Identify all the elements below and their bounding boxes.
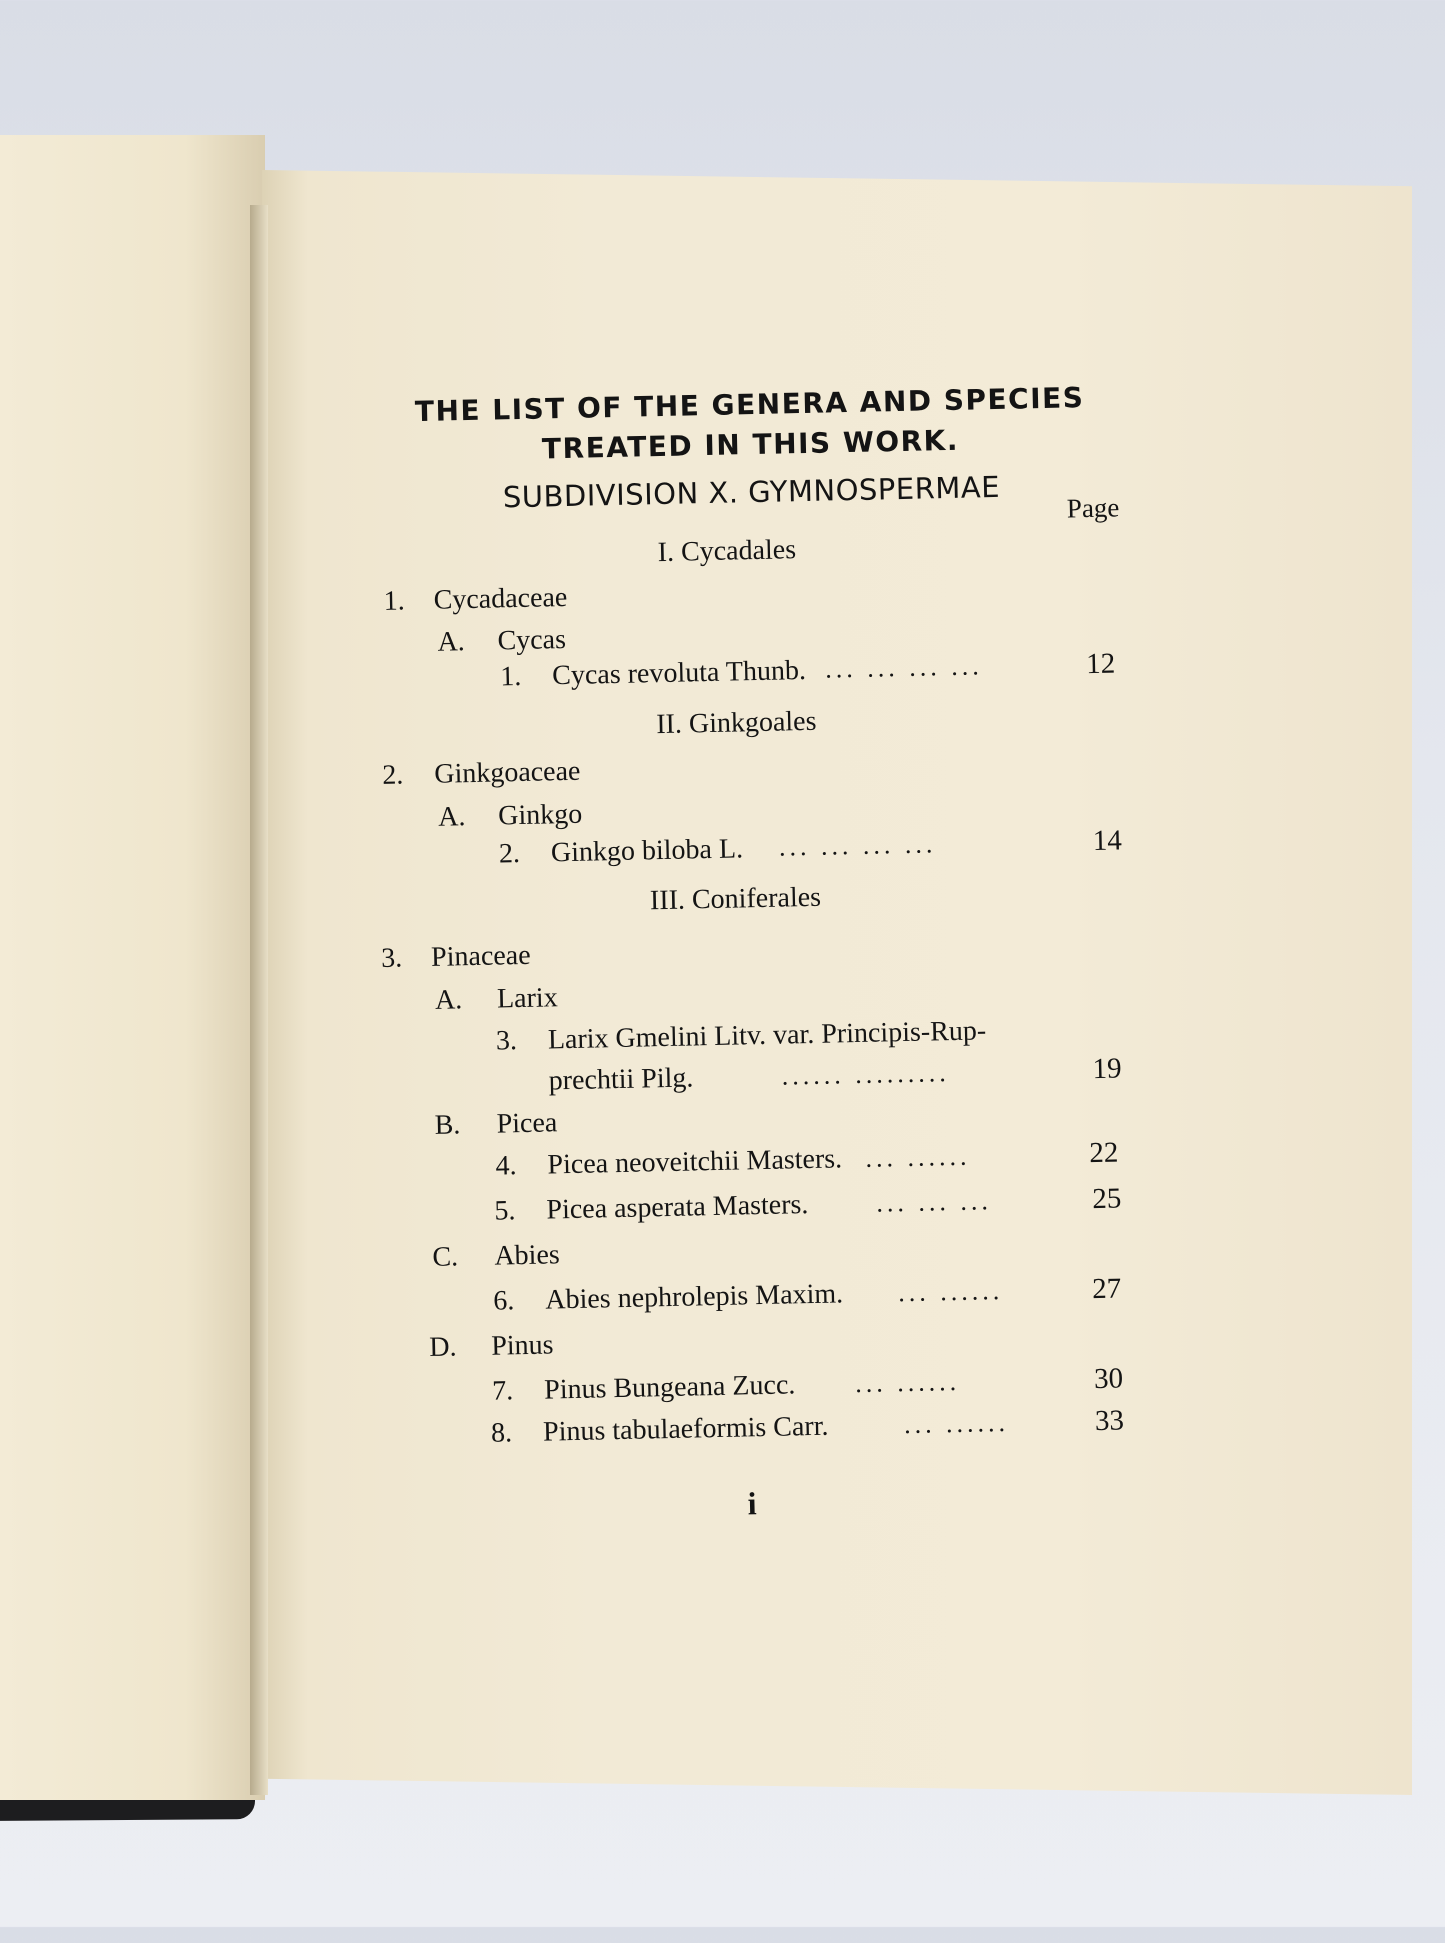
order-heading: II. Ginkgoales (655, 705, 817, 741)
species-name: Picea asperata Masters. (546, 1189, 809, 1226)
page-number: 22 (1089, 1136, 1119, 1170)
genus-name: Pinus (490, 1329, 554, 1362)
species-number: 2. (498, 838, 521, 870)
species-name: Picea neoveitchii Masters. (547, 1143, 843, 1181)
leader-dots: ... ...... (897, 1275, 1004, 1308)
page-column-header: Page (1066, 492, 1120, 524)
genus-name: Abies (494, 1239, 561, 1272)
genus-entry (438, 799, 583, 834)
family-name: Ginkgoaceae (433, 755, 581, 790)
genus-entry (434, 1107, 557, 1142)
title-line-2: TREATED IN THIS WORK. (541, 423, 960, 466)
species-number: 4. (495, 1150, 517, 1182)
page-number: 19 (1092, 1052, 1122, 1086)
species-entry (499, 833, 744, 870)
genus-name: Picea (496, 1107, 558, 1140)
leader-dots: ... ... ... (876, 1186, 993, 1218)
genus-entry (429, 1329, 554, 1364)
leader-dots: ... ... ... ... (778, 829, 937, 862)
species-name-continued: prechtii Pilg. (548, 1062, 694, 1097)
family-name: Cycadaceae (433, 581, 568, 616)
species-number: 6. (493, 1285, 515, 1317)
species-name: Pinus tabulaeformis Carr. (542, 1410, 829, 1448)
species-entry (500, 655, 806, 693)
folio-number: i (747, 1485, 757, 1522)
title-line-1: THE LIST OF THE GENERA AND SPECIES (414, 381, 1085, 429)
genus-entry (435, 982, 558, 1017)
genus-letter: B. (434, 1109, 461, 1141)
subdivision-heading: SUBDIVISION X. GYMNOSPERMAE (502, 469, 1001, 515)
family-number: 3. (380, 942, 403, 974)
page-number: 25 (1092, 1182, 1122, 1216)
family-entry (381, 940, 531, 975)
species-entry (496, 1015, 987, 1057)
species-number: 7. (491, 1375, 514, 1407)
genus-letter: D. (428, 1331, 457, 1364)
species-name: Cycas revoluta Thunb. (551, 654, 807, 692)
species-entry (495, 1143, 842, 1182)
order-heading: I. Cycadales (657, 534, 797, 569)
leader-dots: ... ... ... ... (824, 651, 983, 684)
species-name: Pinus Bungeana Zucc. (543, 1369, 796, 1406)
family-entry (382, 756, 581, 792)
leader-dots: ... ...... (865, 1141, 971, 1173)
family-number: 2. (381, 759, 404, 791)
species-number: 3. (495, 1025, 518, 1057)
genus-letter: C. (432, 1241, 459, 1273)
species-number: 1. (499, 660, 522, 693)
genus-letter: A. (437, 801, 466, 833)
page-number: 33 (1094, 1404, 1125, 1438)
species-name: Abies nephrolepis Maxim. (545, 1278, 844, 1316)
species-entry (491, 1411, 829, 1450)
genus-letter: A. (437, 626, 466, 658)
species-entry (492, 1369, 796, 1407)
genus-letter: A. (434, 984, 463, 1016)
order-heading: III. Coniferales (649, 881, 822, 917)
species-number: 8. (490, 1417, 513, 1449)
leader-dots: ... ...... (854, 1366, 961, 1399)
genus-name: Ginkgo (497, 798, 583, 832)
page-number: 12 (1085, 647, 1116, 681)
species-entry (493, 1278, 843, 1317)
leader-dots: ... ...... (903, 1407, 1010, 1440)
page-number: 30 (1093, 1362, 1124, 1396)
page-number: 27 (1091, 1272, 1122, 1306)
page-number: 14 (1092, 824, 1123, 858)
species-number: 5. (494, 1195, 516, 1227)
species-name: Larix Gmelini Litv. var. Principis-Rup- (547, 1015, 987, 1056)
leader-dots: ...... ......... (781, 1058, 950, 1091)
family-number: 1. (383, 585, 405, 617)
genus-name: Cycas (497, 624, 567, 657)
genus-entry (437, 624, 566, 659)
genus-entry (432, 1239, 560, 1274)
family-entry (383, 582, 567, 618)
genus-name: Larix (496, 982, 558, 1015)
family-name: Pinaceae (430, 939, 531, 973)
species-entry (494, 1189, 809, 1228)
species-name: Ginkgo biloba L. (550, 833, 744, 869)
